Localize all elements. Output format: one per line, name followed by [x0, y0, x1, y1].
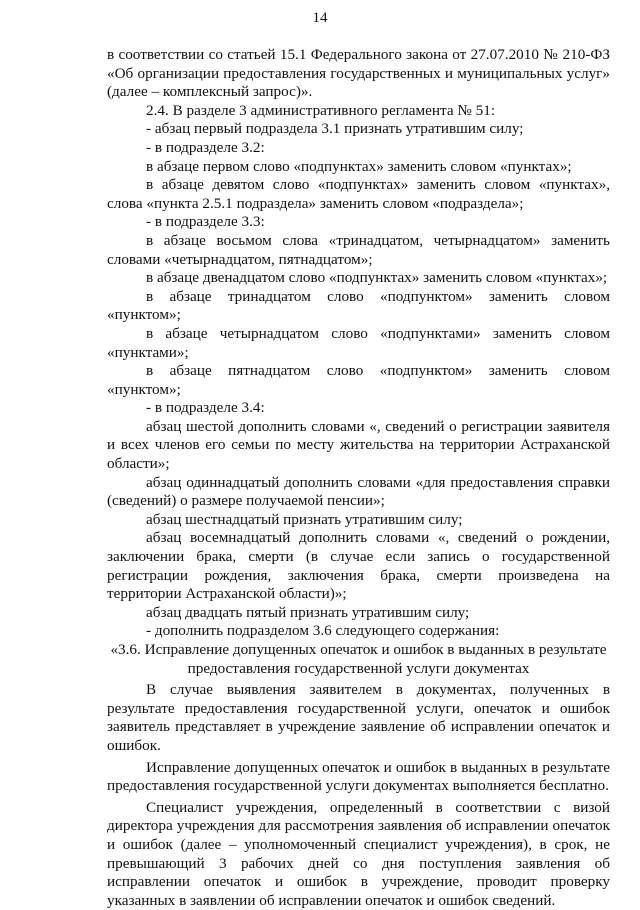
- paragraph: В случае выявления заявителем в документах, полученных в результате предоставления государственной услуги, опечаток и ошибок заявитель представляет в учреждение заявление об исправлении опечаток и ошибок.: [107, 681, 610, 754]
- paragraph: - в подразделе 3.4:: [146, 399, 265, 417]
- paragraph: абзац двадцать пятый признать утратившим силу;: [146, 603, 470, 621]
- paragraph: в абзаце четырнадцатом слово «подпунктами» заменить словом «пунктами»;: [107, 324, 610, 361]
- paragraph: в абзаце двенадцатом слово «подпунктах» заменить словом «пунктах»;: [146, 269, 608, 287]
- paragraph: в абзаце девятом слово «подпунктах» заменить словом «пунктах», слова «пункта 2.5.1 подраздела» заменить словом «подраздела»;: [107, 176, 610, 212]
- paragraph: - абзац первый подраздела 3.1 признать утратившим силу;: [146, 120, 524, 138]
- paragraph: 2.4. В разделе 3 административного регламента № 51:: [146, 101, 496, 119]
- document-body: [107, 46, 610, 910]
- section-heading: «3.6. Исправление допущенных опечаток и ошибок в выданных в результате предоставления государственной услуги документах: [110, 641, 607, 677]
- paragraph: в абзаце восьмом слова «тринадцатом, четырнадцатом» заменить словами «четырнадцатом, пятнадцатом»;: [107, 231, 610, 268]
- paragraph: абзац восемнадцатый дополнить словами «, сведений о рождении, заключении брака, смерти (в случае если запись о государственной регистрации рождения, заключения брака, смерти произведена на территории Астраханской области)»;: [107, 529, 610, 603]
- paragraph: «Об организации предоставления государственных и муниципальных услуг» (далее – комплексный запрос)».: [107, 64, 610, 101]
- paragraph: Исправление допущенных опечаток и ошибок в выданных в результате предоставления государственной услуги документах выполняется бесплатно.: [107, 758, 610, 795]
- paragraph: абзац шестой дополнить словами «, сведений о регистрации заявителя и всех членов его семьи по месту жительства на территории Астраханской области»;: [107, 417, 610, 473]
- paragraph: - в подразделе 3.2:: [146, 138, 265, 156]
- paragraph: - в подразделе 3.3:: [146, 213, 265, 231]
- paragraph: абзац одиннадцатый дополнить словами «для предоставления справки (сведений) о размере получаемой пенсии»;: [107, 473, 610, 510]
- paragraph: Специалист учреждения, определенный в соответствии с визой директора учреждения для рассмотрения заявления об исправлении опечаток и ошибок (далее – уполномоченный специалист учреждения), в срок, не превышающий 3 рабочих дней со дня поступления заявления об исправлении опечаток и ошибок в учреждение, проводит проверку указанных в заявлении об исправлении опечаток и ошибок сведений.: [107, 798, 610, 909]
- paragraph: в абзаце пятнадцатом слово «подпунктом» заменить словом «пунктом»;: [107, 362, 610, 398]
- paragraph: - дополнить подразделом 3.6 следующего содержания:: [146, 622, 500, 640]
- page-number: 14: [312, 10, 328, 26]
- paragraph: в абзаце первом слово «подпунктах» заменить словом «пунктах»;: [146, 157, 572, 175]
- paragraph: в абзаце тринадцатом слово «подпунктом» заменить словом «пунктом»;: [107, 287, 610, 324]
- paragraph: абзац шестнадцатый признать утратившим силу;: [146, 510, 463, 528]
- paragraph: в соответствии со статьей 15.1 Федерального закона от 27.07.2010 № 210-ФЗ: [107, 46, 610, 63]
